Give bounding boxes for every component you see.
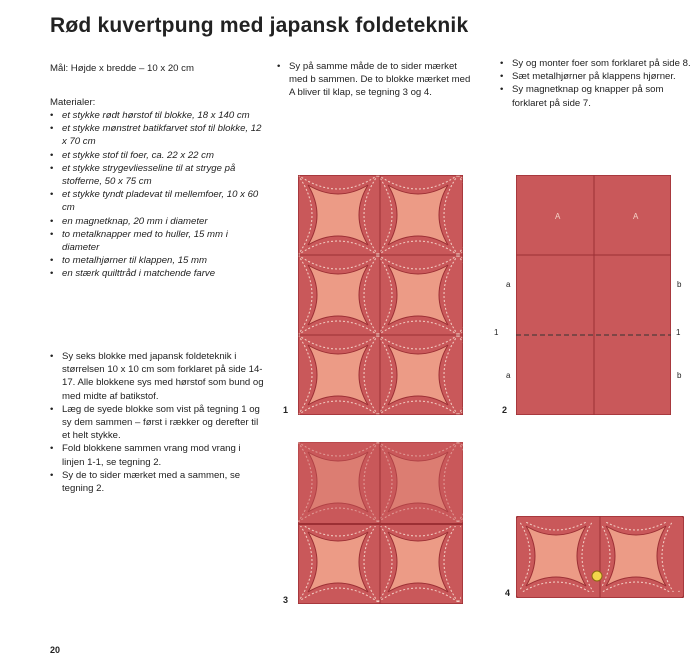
label-A-right: A [633, 212, 639, 221]
figure-2-number: 2 [502, 405, 508, 415]
label-b-top: b [677, 280, 682, 289]
figure-3 [298, 442, 463, 604]
list-item: • Sy de to sider mærket med a sammen, se tegning 2. [50, 469, 265, 495]
label-a-top: a [506, 280, 511, 289]
measurements: Mål: Højde x bredde – 10 x 20 cm [50, 63, 194, 74]
instructions-middle [277, 60, 472, 100]
list-item: • Sy magnetknap og knapper på som forklaret på side 7. [500, 83, 695, 109]
list-item: • to metalknapper med to huller, 15 mm i diameter [50, 228, 265, 254]
figure-4-illustration [516, 516, 684, 598]
list-item: • Fold blokkene sammen vrang mod vrang i linjen 1-1, se tegning 2. [50, 442, 265, 468]
figure-1-illustration [298, 175, 463, 415]
list-item: • et stykke mønstret batikfarvet stof til blokke, 12 x 70 cm [50, 122, 265, 148]
materials-list [50, 109, 265, 281]
list-item: • et stykke strygevliesseline til at stryge på stofferne, 50 x 75 cm [50, 162, 265, 188]
label-b-bottom: b [677, 371, 682, 380]
list-item: • Sy på samme måde de to sider mærket med b sammen. De to blokke mærket med A bliver til klap, se tegning 3 og 4. [277, 60, 472, 100]
list-item: • et stykke stof til foer, ca. 22 x 22 cm [50, 149, 265, 162]
list-item: • Sæt metalhjørner på klappens hjørner. [500, 70, 695, 83]
instructions-left [50, 350, 265, 495]
label-A-left: A [555, 212, 561, 221]
figure-1-number: 1 [283, 405, 289, 415]
magnet-button-icon [592, 571, 602, 581]
materials-heading: Materialer: [50, 97, 96, 108]
list-item: • en stærk quilttråd i matchende farve [50, 267, 265, 280]
figure-4 [516, 516, 684, 598]
figure-2-illustration [516, 175, 671, 415]
list-item: • en magnetknap, 20 mm i diameter [50, 215, 265, 228]
label-1-right: 1 [676, 328, 681, 337]
figure-1 [298, 175, 463, 415]
label-a-bottom: a [506, 371, 511, 380]
list-item: • Læg de syede blokke som vist på tegning 1 og sy dem sammen – først i rækker og derefter til et helt stykke. [50, 403, 265, 443]
label-1-left: 1 [494, 328, 499, 337]
list-item: • Sy seks blokke med japansk foldeteknik i størrelsen 10 x 10 cm som forklaret på side 14-17. Alle blokkene sys med hørstof som bund og med midte af batikstof. [50, 350, 265, 403]
figure-3-number: 3 [283, 595, 289, 605]
list-item: • Sy og monter foer som forklaret på side 8. [500, 57, 695, 70]
page-number: 20 [50, 645, 61, 655]
instructions-right [500, 57, 695, 110]
page-title: Rød kuvertpung med japansk foldeteknik [50, 14, 469, 37]
figure-4-number: 4 [505, 588, 511, 598]
list-item: • et stykke tyndt pladevat til mellemfoer, 10 x 60 cm [50, 188, 265, 214]
figure-2 [516, 175, 671, 415]
list-item: • et stykke rødt hørstof til blokke, 18 x 140 cm [50, 109, 265, 122]
figure-3-illustration [298, 442, 463, 604]
list-item: • to metalhjørner til klappen, 15 mm [50, 254, 265, 267]
